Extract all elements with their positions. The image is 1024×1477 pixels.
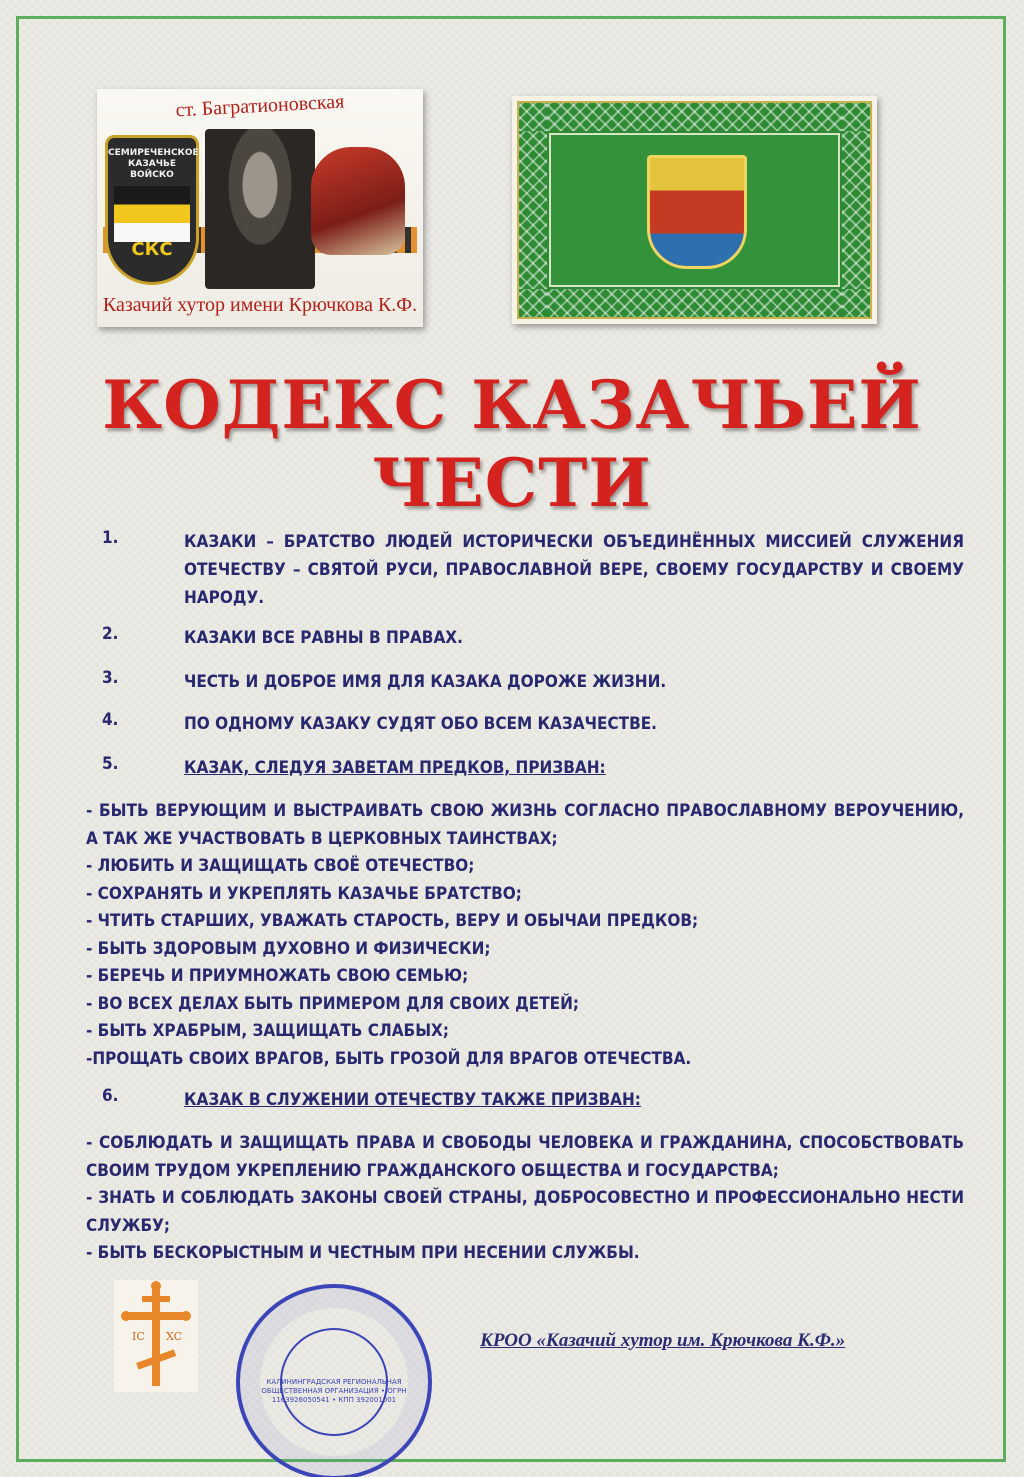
list-item: -ПРОЩАТЬ СВОИХ ВРАГОВ, БЫТЬ ГРОЗОЙ ДЛЯ ВРАГОВ ОТЕЧЕСТВА. (86, 1048, 692, 1069)
page-title-line-1: КОДЕКС КАЗАЧЬЕЙ (102, 366, 922, 444)
army-shield-emblem (105, 135, 199, 285)
item-text: ЧЕСТЬ И ДОБРОЕ ИМЯ ДЛЯ КАЗАКА ДОРОЖЕ ЖИЗНИ. (184, 672, 667, 692)
item-text: КАЗАКИ – БРАТСТВО ЛЮДЕЙ ИСТОРИЧЕСКИ ОБЪЕДИНЁННЫХ МИССИЕЙ СЛУЖЕНИЯ ОТЕЧЕСТВУ – СВЯТОЙ РУСИ, ПРАВОСЛАВНОЙ ВЕРЕ, СВОЕМУ ГОСУДАРСТВУ И СВОЕМУ НАРОДУ. (184, 532, 964, 608)
st-george-emblem-icon (647, 155, 747, 269)
list-item: - БЫТЬ БЕСКОРЫСТНЫМ И ЧЕСТНЫМ ПРИ НЕСЕНИИ СЛУЖБЫ. (86, 1243, 640, 1263)
list-item: - СОХРАНЯТЬ И УКРЕПЛЯТЬ КАЗАЧЬЕ БРАТСТВО; (86, 883, 522, 904)
item-number: 1. (102, 528, 119, 548)
item-number: 4. (102, 710, 119, 730)
item-text: ПО ОДНОМУ КАЗАКУ СУДЯТ ОБО ВСЕМ КАЗАЧЕСТВЕ. (184, 714, 657, 734)
item-number: 2. (102, 624, 119, 644)
code-item-6 (102, 1086, 964, 1114)
cossack-portrait-photo (205, 129, 315, 289)
list-item: - ЧТИТЬ СТАРШИХ, УВАЖАТЬ СТАРОСТЬ, ВЕРУ И ОБЫЧАИ ПРЕДКОВ; (86, 911, 699, 931)
code-item-1 (102, 528, 964, 612)
organization-seal-stamp (236, 1284, 432, 1477)
list-item: - БЕРЕЧЬ И ПРИУМНОЖАТЬ СВОЮ СЕМЬЮ; (86, 966, 469, 986)
list-item: - БЫТЬ ХРАБРЫМ, ЗАЩИЩАТЬ СЛАБЫХ; (86, 1021, 449, 1041)
item-text: КАЗАК В СЛУЖЕНИИ ОТЕЧЕСТВУ ТАКЖЕ ПРИЗВАН: (184, 1090, 641, 1110)
list-item: - БЫТЬ ВЕРУЮЩИМ И ВЫСТРАИВАТЬ СВОЮ ЖИЗНЬ СОГЛАСНО ПРАВОСЛАВНОМУ ВЕРОУЧЕНИЮ, А ТАК ЖЕ УЧАСТВОВАТЬ В ЦЕРКОВНЫХ ТАИНСТВАХ; (86, 801, 964, 849)
badge-station-name: ст. Багратионовская (175, 90, 345, 122)
list-item: - БЫТЬ ЗДОРОВЫМ ДУХОВНО И ФИЗИЧЕСКИ; (86, 938, 491, 959)
orthodox-cross-icon (114, 1280, 198, 1392)
list-item: - ЛЮБИТЬ И ЗАЩИЩАТЬ СВОЁ ОТЕЧЕСТВО; (86, 856, 475, 876)
item-5-duties-list (86, 798, 964, 1073)
item-number: 3. (102, 668, 119, 688)
item-text: КАЗАК, СЛЕДУЯ ЗАВЕТАМ ПРЕДКОВ, ПРИЗВАН: (184, 758, 606, 778)
shield-abbreviation: СКС (131, 239, 173, 260)
banner-field (517, 101, 872, 319)
item-number: 6. (102, 1086, 119, 1106)
item-number: 5. (102, 754, 119, 774)
list-item: - СОБЛЮДАТЬ И ЗАЩИЩАТЬ ПРАВА И СВОБОДЫ ЧЕЛОВЕКА И ГРАЖДАНИНА, СПОСОБСТВОВАТЬ СВОИМ ТРУДОМ УКРЕПЛЕНИЮ ГРАЖДАНСКОГО ОБЩЕСТВА И ГОСУДАРСТВА; (86, 1133, 964, 1181)
green-banner-image (512, 96, 877, 324)
shield-text: СЕМИРЕЧЕНСКОЕ КАЗАЧЬЕ ВОЙСКО (108, 148, 199, 180)
list-item: - ЗНАТЬ И СОБЛЮДАТЬ ЗАКОНЫ СВОЕЙ СТРАНЫ, ДОБРОСОВЕСТНО И ПРОФЕССИОНАЛЬНО НЕСТИ СЛУЖБУ; (86, 1188, 964, 1236)
imperial-flag-stripes (114, 186, 190, 242)
code-item-4 (102, 710, 964, 738)
page-title-line-2: ЧЕСТИ (372, 444, 652, 522)
list-item: - ВО ВСЕХ ДЕЛАХ БЫТЬ ПРИМЕРОМ ДЛЯ СВОИХ ДЕТЕЙ; (86, 993, 580, 1014)
organization-signature: КРОО «Казачий хутор им. Крючкова К.Ф.» (480, 1330, 846, 1351)
seal-text: КАЛИНИНГРАДСКАЯ РЕГИОНАЛЬНАЯ ОБЩЕСТВЕННАЯ ОРГАНИЗАЦИЯ • ОГРН 1163926050541 • КПП 392001001 (261, 1378, 407, 1404)
item-6-duties-list (86, 1130, 964, 1268)
badge-farm-name: Казачий хутор имени Крючкова К.Ф. (102, 294, 418, 316)
st-george-icon-image (311, 147, 405, 255)
cossack-farm-badge-image (97, 89, 423, 327)
item-text: КАЗАКИ ВСЕ РАВНЫ В ПРАВАХ. (184, 628, 463, 648)
code-item-3 (102, 668, 964, 696)
cross-right-letters: XC (166, 1330, 183, 1343)
code-item-2 (102, 624, 964, 652)
code-item-5 (102, 754, 964, 782)
cross-left-letters: IC (132, 1330, 145, 1343)
